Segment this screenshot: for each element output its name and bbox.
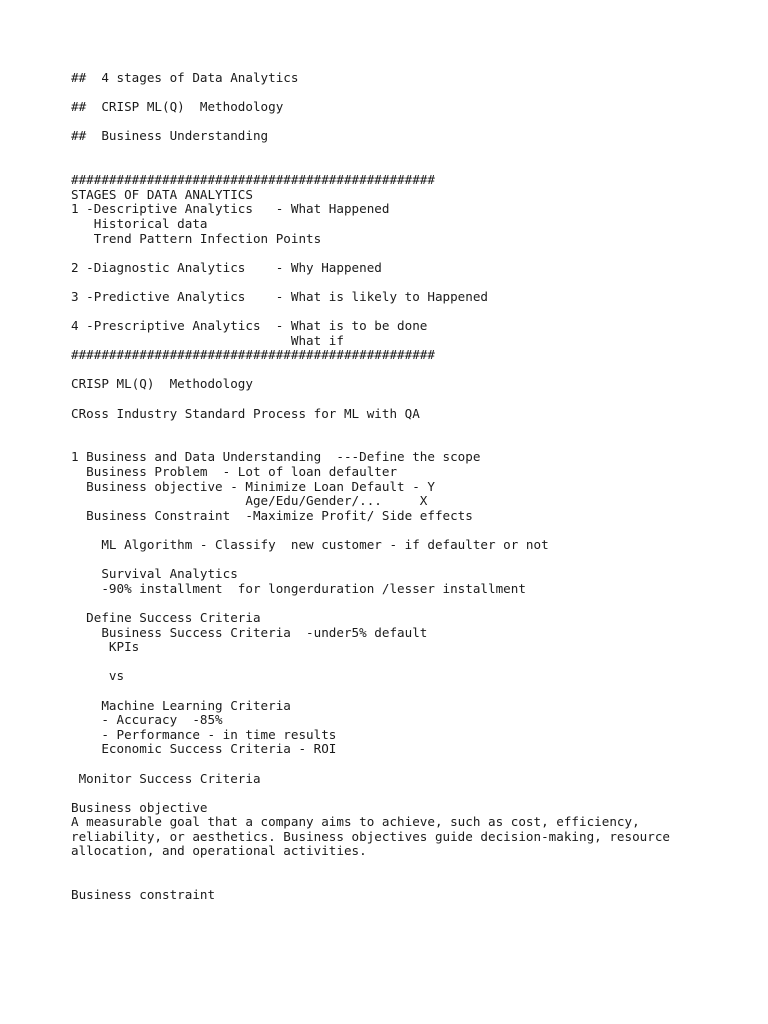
document-text: ## 4 stages of Data Analytics ## CRISP ML(Q) Methodology ## Business Understanding ################################################ STAGES OF DATA ANALYTICS 1 -Descriptive Analytics - What Happened Historical data Trend Pattern Infection Points 2 -Diagnostic Analytics - Why Happened 3 -Predictive Analytics - What is likely to Happened 4 -Prescriptive Analytics - What is to be done What if ################################################ CRISP ML(Q) Methodology CRoss Industry Standard Process for ML with QA 1 Business and Data Understanding ---Define the scope Business Problem - Lot of loan defaulter Business objective - Minimize Loan Default - Y Age/Edu/Gender/... X Business Constraint -Maximize Profit/ Side effects ML Algorithm - Classify new customer - if defaulter or not Survival Analytics -90% installment for longerduration /lesser installment Define Success Criteria Business Success Criteria -under5% default KPIs vs Machine Learning Criteria - Accuracy -85% - Performance - in time results Economic Success Criteria - ROI Monitor Success Criteria Business objective A measurable goal that a company aims to achieve, such as cost, efficiency, reliability, or aesthetics. Business objectives guide decision-making, resource allocation, and operational activities. Business constraint [71, 70, 670, 903]
